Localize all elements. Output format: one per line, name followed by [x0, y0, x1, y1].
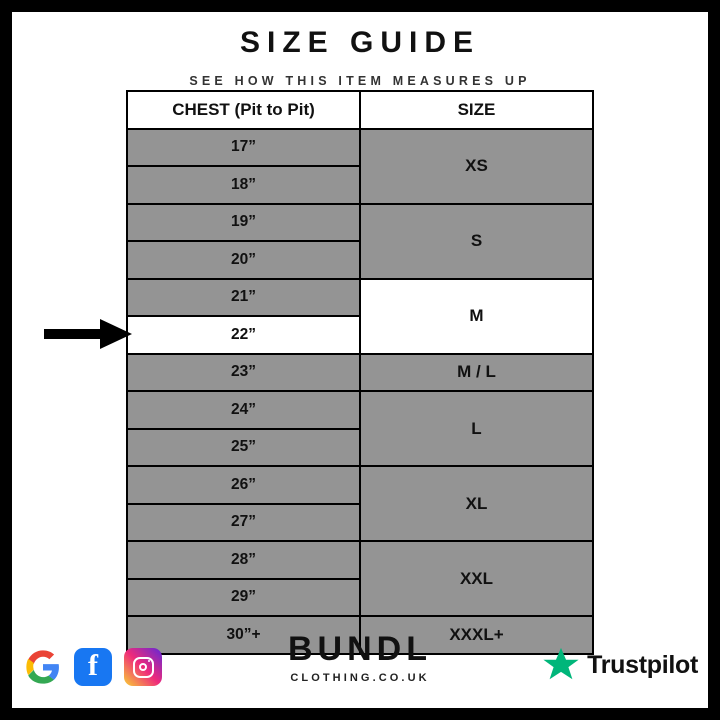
chest-measurement-cell: 30”+: [127, 616, 360, 654]
footer: [12, 626, 708, 698]
chest-measurement-cell: 20”: [127, 241, 360, 279]
size-label-cell: M: [360, 279, 593, 354]
size-label-cell: XXL: [360, 541, 593, 616]
size-label-cell: L: [360, 391, 593, 466]
size-label-cell: M / L: [360, 354, 593, 392]
brand-name: BUNDL: [288, 630, 432, 668]
chest-measurement-cell: 19”: [127, 204, 360, 242]
table-row: [127, 541, 593, 579]
column-header: SIZE: [360, 91, 593, 129]
table-row: [127, 391, 593, 429]
size-label-cell: XL: [360, 466, 593, 541]
chest-measurement-cell: 18”: [127, 166, 360, 204]
size-table: [126, 90, 594, 655]
brand-website: CLOTHING.CO.UK: [290, 672, 430, 684]
page-title: SIZE GUIDE: [239, 26, 481, 59]
trustpilot-label: Trustpilot: [587, 650, 698, 679]
size-table-wrapper: [126, 90, 594, 655]
page-subtitle: SEE HOW THIS ITEM MEASURES UP: [189, 74, 531, 88]
table-row: [127, 466, 593, 504]
chest-measurement-cell: 27”: [127, 504, 360, 542]
table-row: [127, 204, 593, 242]
chest-measurement-cell: 21”: [127, 279, 360, 317]
size-label-cell: XXXL+: [360, 616, 593, 654]
table-header-row: [127, 91, 593, 129]
facebook-glyph: f: [88, 648, 98, 682]
chest-measurement-cell: 26”: [127, 466, 360, 504]
column-header: CHEST (Pit to Pit): [127, 91, 360, 129]
chest-measurement-cell: 25”: [127, 429, 360, 467]
chest-measurement-cell: 22”: [127, 316, 360, 354]
chest-measurement-cell: 23”: [127, 354, 360, 392]
chest-measurement-cell: 28”: [127, 541, 360, 579]
trustpilot-badge[interactable]: [542, 646, 698, 684]
chest-measurement-cell: 17”: [127, 129, 360, 167]
table-row: [127, 354, 593, 392]
trustpilot-star-icon: [542, 646, 580, 684]
size-guide-card: [12, 12, 708, 708]
chest-measurement-cell: 24”: [127, 391, 360, 429]
chest-measurement-cell: 29”: [127, 579, 360, 617]
size-label-cell: XS: [360, 129, 593, 204]
table-row: [127, 279, 593, 317]
pointer-arrow-icon: [44, 319, 132, 349]
table-row: [127, 129, 593, 167]
size-label-cell: S: [360, 204, 593, 279]
